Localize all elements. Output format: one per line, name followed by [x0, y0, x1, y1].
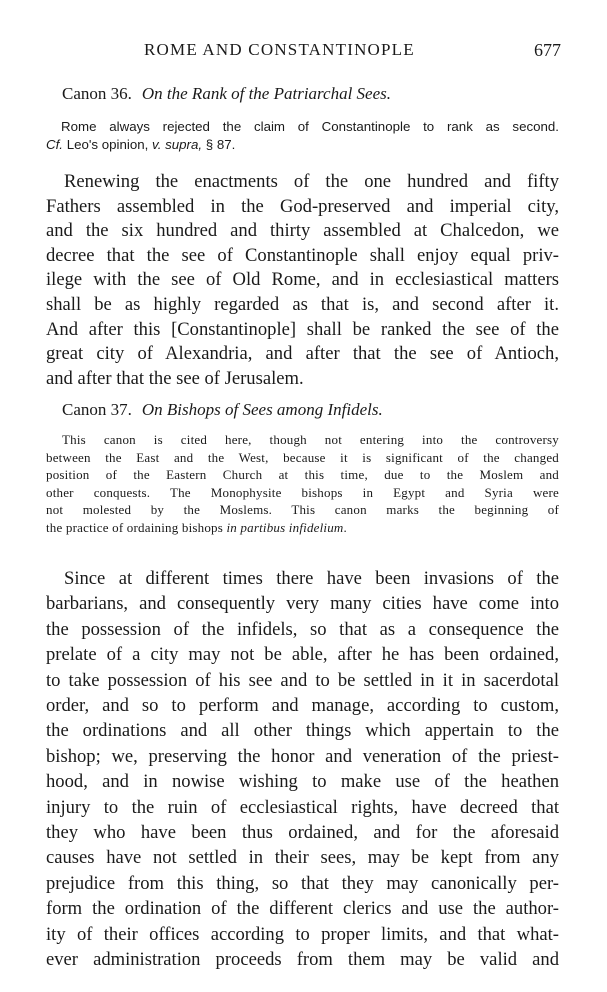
note-line: Rome always rejected the claim of Constantinople to rank as second.: [61, 119, 559, 134]
note-line: other conquests. The Monophysite bishops in Egypt and Syria were: [46, 484, 559, 500]
text-line: the possession of the infidels, so that as a consequence the: [46, 618, 559, 640]
text-line: shall be as highly regarded as that is, and second after it.: [46, 293, 559, 315]
text-line: prelate of a city may not be able, after he has been ordained,: [46, 644, 559, 666]
text-line: great city of Alexandria, and after that the see of Antioch,: [46, 343, 559, 365]
text-line: to take possession of his see and to be settled in it in sacerdotal: [46, 669, 559, 691]
text-line: they who have been thus ordained, and for the aforesaid: [46, 822, 559, 844]
canon-37-title: On Bishops of Sees among Infidels.: [141, 400, 383, 419]
text-line: injury to the ruin of ecclesiastical rights, have decreed that: [46, 796, 559, 818]
text-line: And after this [Constantinople] shall be ranked the see of the: [46, 318, 559, 340]
text-line: barbarians, and consequently very many cities have come into: [46, 593, 559, 615]
note-line: not molested by the Moslems. This canon marks the beginning of: [46, 502, 559, 517]
text-line: Renewing the enactments of the one hundred and fifty: [64, 171, 559, 192]
canon-36-text: [46, 170, 559, 391]
text-line: and the six hundred and thirty assembled at Chalcedon, we: [46, 220, 559, 242]
text-line: prejudice from this thing, so that they may canonically per-: [46, 872, 559, 894]
page-header: [46, 40, 561, 64]
text-line: form the ordination of the different clerics and use the author-: [46, 898, 559, 920]
note-line: between the East and the West, because it is significant of the changed: [46, 449, 559, 465]
text-line: ilege with the see of Old Rome, and in ecclesiastical matters: [46, 269, 559, 291]
canon-37-label: Canon 37.: [62, 400, 132, 419]
canon-37-text: [46, 566, 559, 973]
canon-37-note: [46, 431, 559, 536]
canon-36-title: On the Rank of the Patriarchal Sees.: [141, 84, 392, 103]
page-number: 677: [534, 40, 561, 60]
note-line: This canon is cited here, though not entering into the controversy: [62, 432, 559, 447]
canon-37-heading: [62, 400, 383, 420]
text-line: order, and so to perform and manage, according to custom,: [46, 695, 559, 717]
text-line: the ordinations and all other things which appertain to the: [46, 720, 559, 742]
text-line: ity of their offices according to proper limits, and that what-: [46, 923, 559, 945]
text-line: hood, and in nowise wishing to make use of the heathen: [46, 771, 559, 793]
canon-36-heading: [62, 84, 391, 104]
text-line: Fathers assembled in the God-preserved and imperial city,: [46, 195, 559, 217]
text-line: causes have not settled in their sees, may be kept from any: [46, 847, 559, 869]
note-line: Cf. Leo's opinion, v. supra, § 87.: [46, 137, 236, 152]
canon-36-note: [46, 118, 559, 154]
text-line: and after that the see of Jerusalem.: [46, 367, 304, 389]
text-line: bishop; we, preserving the honor and veneration of the priest-: [46, 745, 559, 767]
text-line: Since at different times there have been invasions of the: [64, 568, 559, 589]
note-line: position of the Eastern Church at this time, due to the Moslem and: [46, 467, 559, 482]
canon-36-label: Canon 36.: [62, 84, 132, 103]
note-line: the practice of ordaining bishops in partibus infidelium.: [46, 519, 347, 535]
running-title: ROME AND CONSTANTINOPLE: [144, 40, 415, 59]
text-line: decree that the see of Constantinople shall enjoy equal priv-: [46, 244, 559, 266]
text-line: ever administration proceeds from them may be valid and: [46, 949, 559, 971]
